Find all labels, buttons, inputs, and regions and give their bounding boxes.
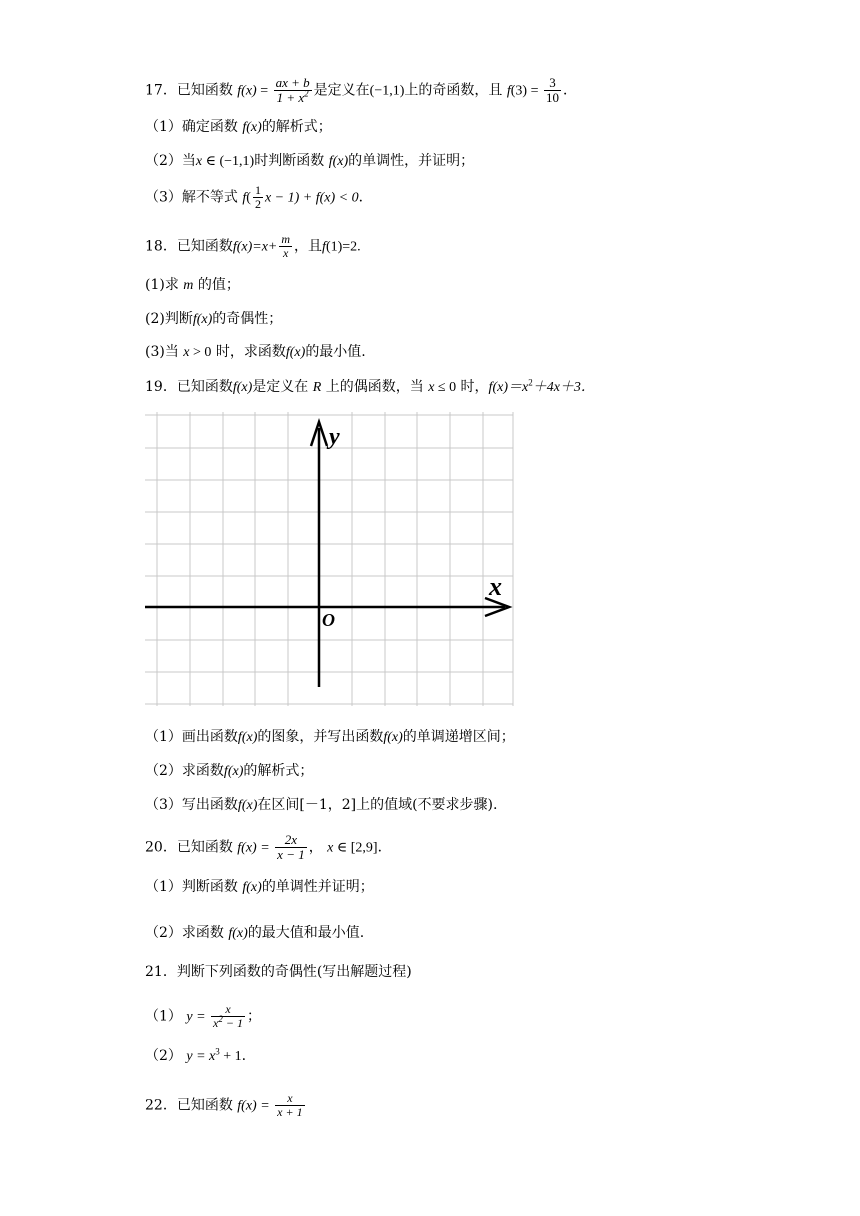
q19-p2-x: (x) — [227, 764, 244, 779]
q17-p1-x: (x) — [246, 120, 262, 135]
q18-fraction — [279, 233, 292, 260]
q17-p3-end: ． — [358, 189, 373, 206]
q21-p2-end: . — [241, 1048, 247, 1064]
q19-p1-text: （1）画出函数 — [145, 729, 238, 745]
q21-p1-fraction — [211, 1003, 245, 1030]
y-axis-label: y — [329, 424, 340, 450]
q18-p3-text: (3)当 — [145, 344, 179, 360]
question-number: 18． — [145, 238, 177, 255]
q20-fraction — [275, 833, 307, 862]
q21-p2-text: （2） — [145, 1048, 182, 1064]
q21-p2-rest: + 1 — [219, 1049, 242, 1064]
question-number: 21． — [145, 964, 177, 980]
q21-p2-exponent: 3 — [215, 1046, 220, 1057]
q21-p1-text: （1） — [145, 1008, 182, 1025]
q18-f1-rest: (1)=2. — [325, 239, 361, 255]
q22-fraction — [275, 1092, 304, 1119]
q20-f: f — [237, 840, 242, 856]
q17-numerator: ax + b — [275, 75, 310, 90]
q18-p2-end: 的奇偶性； — [212, 311, 283, 327]
q21-intro: 判断下列函数的奇偶性(写出解题过程) — [176, 964, 412, 980]
q17-end: ． — [562, 82, 577, 99]
q17-value-fraction — [544, 76, 561, 105]
q20-p2-x: (x) — [232, 926, 248, 941]
q21-p1-exponent: 2 — [218, 1014, 223, 1024]
q17-eq: = — [256, 83, 272, 99]
q22-x: (x) = — [241, 1098, 274, 1114]
q18-f1: f — [322, 239, 326, 255]
q17-exponent: 2 — [304, 88, 309, 99]
q19-p1-f: f — [237, 730, 242, 745]
q21-part2 — [145, 1047, 246, 1066]
question-number: 22． — [145, 1097, 177, 1114]
q19-R: R — [312, 380, 322, 395]
q18-p2-f: f — [192, 312, 197, 327]
q20-p2-f: f — [228, 926, 233, 941]
q18-p1-end: 的值； — [197, 277, 240, 293]
q17-denominator: 1 + x — [276, 90, 305, 105]
q17-p2-fx: (x) — [332, 154, 349, 169]
q21-p1-numerator: x — [211, 1003, 245, 1017]
q19-cond-x: x — [428, 380, 435, 395]
q19-p2-end: 的解析式； — [243, 763, 314, 779]
coordinate-grid — [145, 412, 515, 707]
q17-part2 — [145, 152, 474, 171]
q18-p3-mid: 时，求函数 — [215, 344, 286, 360]
q20-stem — [145, 833, 392, 862]
q17-fraction — [274, 76, 312, 105]
q20-end: ． — [377, 839, 392, 856]
q22-intro: 已知函数 — [176, 1097, 233, 1114]
q20-sep: ， — [308, 839, 323, 856]
q17-p3-rest: x − 1) + — [264, 190, 316, 206]
q18-p1-m: m — [183, 278, 194, 293]
q18-p3-gt: > 0 — [189, 345, 212, 360]
q17-p2-mid: 时判断函数 — [254, 153, 325, 169]
q18-expr: (x)=x+ — [236, 239, 278, 255]
q17-part3 — [145, 184, 373, 211]
q20-p2-end: 的最大值和最小值. — [247, 925, 365, 941]
q19-p3-end: 在区间[－1，2]上的值域(不要求步骤). — [257, 797, 498, 813]
q19-p2-text: （2）求函数 — [145, 763, 224, 779]
q22-f: f — [237, 1098, 242, 1114]
q17-p3-fraction — [253, 184, 263, 211]
q17-three: (3) = — [510, 83, 542, 99]
q18-p2-x: (x) — [196, 312, 213, 327]
q17-p2-f: f — [328, 154, 333, 169]
q20-intro: 已知函数 — [176, 839, 233, 856]
q18-part1 — [145, 276, 240, 295]
origin-label: O — [322, 610, 335, 630]
q18-p2-text: (2)判断 — [145, 311, 193, 327]
q17-p3-f2: f — [315, 190, 320, 206]
q17-p3-numerator: 1 — [254, 183, 261, 197]
q19-eq: (x)＝x — [492, 380, 529, 395]
q19-p1-mid: 的图象，并写出函数 — [257, 729, 384, 745]
q20-x: (x) = — [241, 840, 274, 856]
q17-f: f — [237, 83, 242, 99]
q17-mid2: 上的奇函数，且 — [404, 82, 503, 99]
q19-f: f — [232, 380, 237, 395]
q17-p2-text: （2）当 — [145, 153, 196, 169]
q18-stem — [145, 233, 361, 260]
x-axis-label: x — [489, 572, 502, 601]
q19-p1-end: 的单调递增区间； — [402, 729, 515, 745]
q19-p3-text: （3）写出函数 — [145, 797, 238, 813]
q18-part2 — [145, 310, 282, 329]
q19-part3 — [145, 796, 497, 815]
q20-p1-f: f — [242, 880, 247, 895]
q19-tail: ＋4x＋3． — [532, 380, 595, 395]
q19-f2: f — [488, 380, 493, 395]
q18-p1-text: (1)求 — [145, 277, 179, 293]
q21-p1-end: ； — [246, 1008, 261, 1025]
q17-p3-open: ( — [246, 190, 251, 206]
q19-p1-x2: (x) — [387, 730, 403, 745]
q17-p3-f: f — [242, 190, 247, 206]
q22-numerator: x — [275, 1092, 304, 1106]
q21-part1 — [145, 1003, 261, 1030]
q17-mid: 是定义在 — [313, 82, 370, 99]
q17-interval: (−1,1) — [369, 83, 405, 99]
q22-denominator: x + 1 — [277, 1105, 303, 1119]
q19-mid: 是定义在 — [252, 379, 309, 395]
q17-part1 — [145, 118, 332, 137]
q19-p1-f2: f — [383, 730, 388, 745]
q22-stem — [145, 1092, 307, 1119]
q18-numerator: m — [281, 232, 291, 246]
q20-numerator: 2x — [275, 833, 307, 848]
q18-part3 — [145, 343, 366, 362]
q18-denominator: x — [283, 246, 289, 260]
q19-mid3: 时， — [460, 379, 489, 395]
q17-f3: f — [506, 83, 511, 99]
q20-part1 — [145, 878, 374, 897]
q19-mid2: 上的偶函数，当 — [325, 379, 424, 395]
grid-lines — [145, 412, 513, 706]
q20-p1-end: 的单调性并证明； — [261, 879, 374, 895]
question-number: 17． — [145, 82, 177, 99]
q19-cond-le: ≤ 0 — [434, 380, 457, 395]
q17-p3-denominator: 2 — [254, 197, 261, 211]
q19-p1-x: (x) — [241, 730, 258, 745]
q17-p2-domain: ∈ (−1,1) — [202, 154, 255, 169]
q21-p1-denominator: x — [213, 1016, 219, 1030]
q20-p2-text: （2）求函数 — [145, 925, 224, 941]
q21-p1-y: y = — [186, 1009, 210, 1025]
q17-p2-end: 的单调性，并证明； — [348, 153, 475, 169]
q18-p3-end: 的最小值. — [305, 344, 366, 360]
q19-intro: 已知函数 — [176, 379, 233, 395]
q17-intro: 已知函数 — [176, 82, 233, 99]
q17-x: (x) — [241, 83, 257, 99]
q18-f: f — [232, 239, 237, 255]
q19-part2 — [145, 762, 313, 781]
q18-p3-fx: (x) — [289, 345, 306, 360]
q20-domain: ∈ [2,9] — [333, 840, 378, 856]
q19-p3-f: f — [237, 798, 242, 813]
q20-p1-text: （1）判断函数 — [145, 879, 238, 895]
q17-p3-tail: (x) < 0 — [319, 190, 359, 206]
q21-p2-y: y = x — [186, 1049, 216, 1064]
q17-p1-text: （1）确定函数 — [145, 119, 238, 135]
q20-denominator: x − 1 — [277, 847, 305, 862]
q17-p3-text: （3）解不等式 — [145, 189, 238, 206]
q19-p3-x: (x) — [241, 798, 258, 813]
question-number: 19． — [145, 379, 177, 395]
q21-stem — [145, 963, 412, 981]
q19-p2-f: f — [223, 764, 228, 779]
q17-p1-end: 的解析式； — [261, 119, 332, 135]
q18-p3-x: x — [183, 345, 190, 360]
q19-x: (x) — [236, 380, 253, 395]
q17-p2-x: x — [195, 154, 203, 169]
question-number: 20． — [145, 839, 177, 856]
q17-value-numerator: 3 — [544, 76, 561, 91]
q19-part1 — [145, 728, 515, 747]
q18-cond: ，且 — [294, 238, 323, 255]
q21-p1-denominator-rest: − 1 — [222, 1016, 243, 1030]
q17-stem — [145, 76, 577, 105]
q18-p3-f: f — [285, 345, 290, 360]
q20-domain-x: x — [327, 840, 334, 856]
q17-p1-f: f — [242, 120, 247, 135]
q20-part2 — [145, 924, 364, 943]
q17-value-denominator: 10 — [545, 90, 559, 105]
q19-sq: 2 — [528, 377, 533, 388]
q19-stem — [145, 378, 595, 397]
q20-p1-x: (x) — [246, 880, 262, 895]
q18-intro: 已知函数 — [176, 238, 233, 255]
